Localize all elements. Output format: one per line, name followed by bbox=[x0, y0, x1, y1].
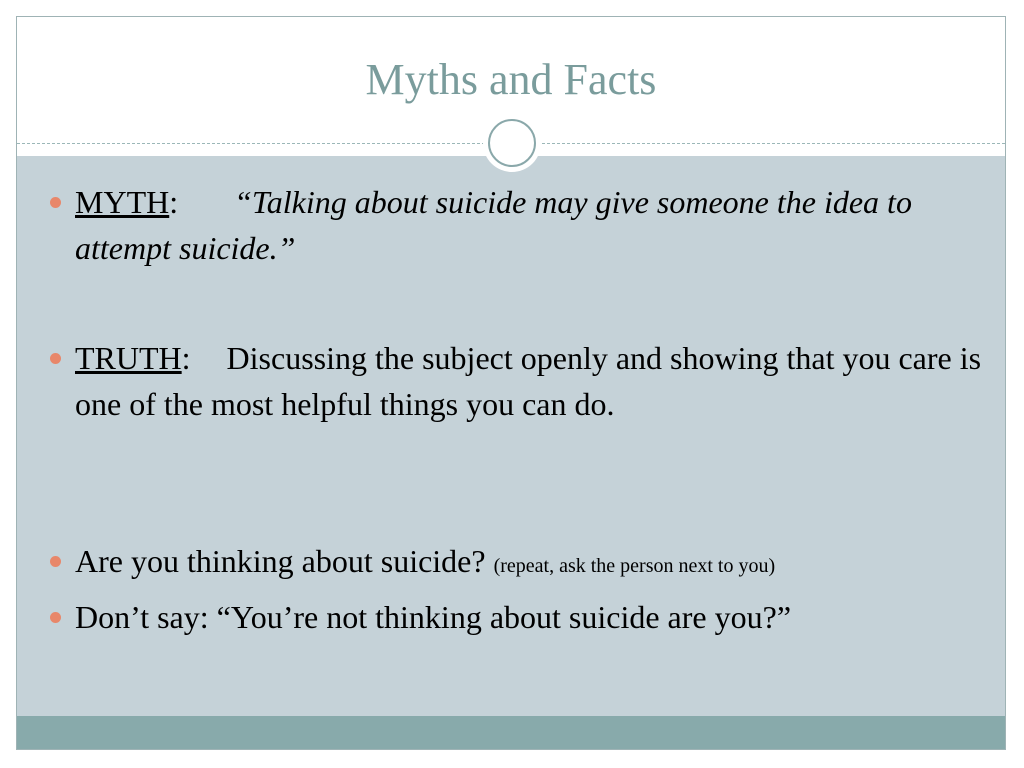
truth-separator: : bbox=[181, 340, 191, 376]
bullet-myth bbox=[75, 179, 985, 271]
myth-separator: : bbox=[169, 184, 179, 220]
myth-keyword: MYTH bbox=[75, 184, 170, 220]
slide-title: Myths and Facts bbox=[365, 55, 657, 104]
question-note: (repeat, ask the person next to you) bbox=[493, 555, 776, 577]
bullet-truth bbox=[75, 335, 985, 427]
bullet-dot-icon bbox=[50, 612, 61, 623]
bullet-dot-icon bbox=[50, 353, 61, 364]
bullet-dont-say bbox=[75, 594, 985, 640]
bullet-question bbox=[75, 538, 985, 589]
myth-quote: “Talking about suicide may give someone the idea to attempt suicide.” bbox=[75, 184, 912, 266]
question-text: Are you thinking about suicide? bbox=[75, 543, 486, 579]
circle-ornament-icon bbox=[483, 114, 541, 172]
circle-ring bbox=[488, 119, 536, 167]
bullet-dot-icon bbox=[50, 197, 61, 208]
truth-keyword: TRUTH bbox=[75, 340, 182, 376]
slide bbox=[16, 16, 1006, 750]
dont-say-text: Don’t say: “You’re not thinking about suicide are you?” bbox=[75, 599, 792, 635]
bullet-dot-icon bbox=[50, 556, 61, 567]
truth-text: Discussing the subject openly and showing that you care is one of the most helpful things you can do. bbox=[75, 340, 982, 422]
